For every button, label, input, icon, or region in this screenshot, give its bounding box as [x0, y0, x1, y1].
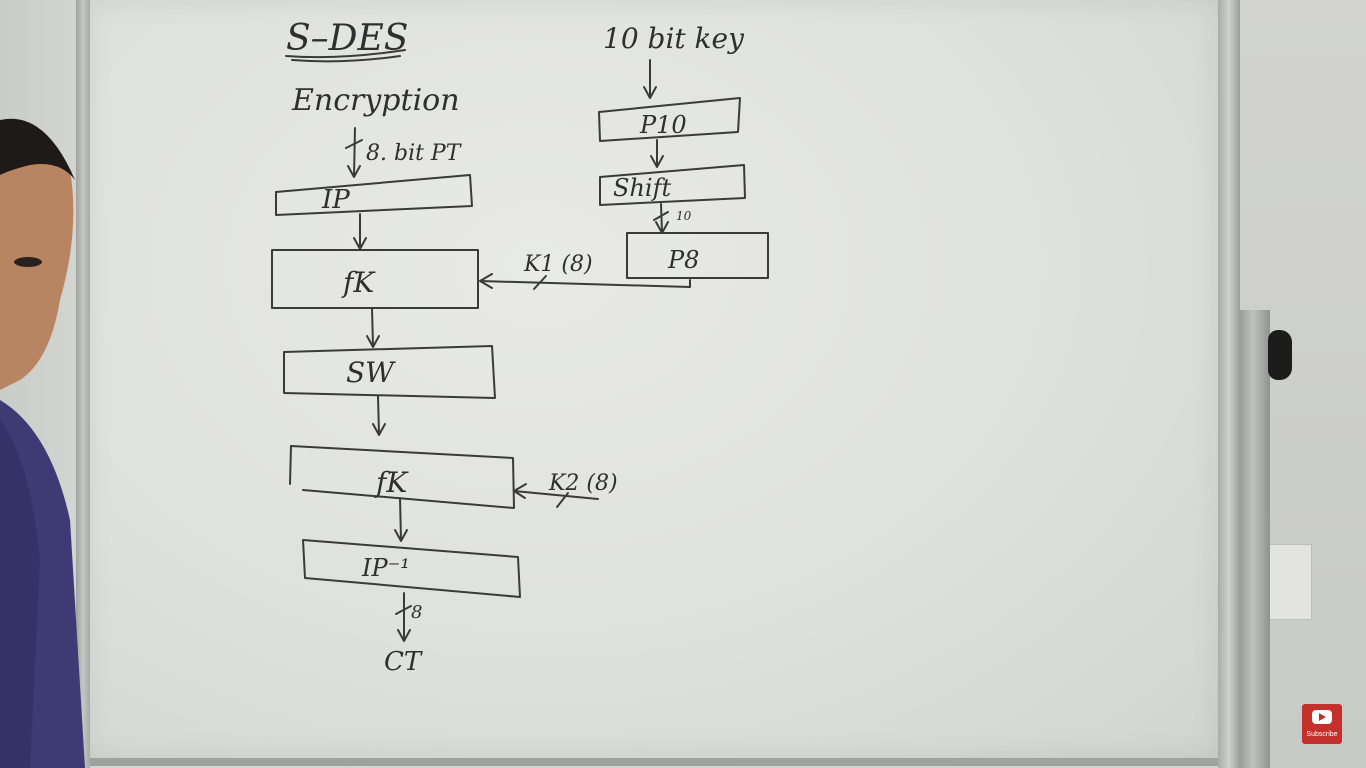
ct-bits-label: 8 [411, 602, 423, 623]
pt-label: 8. bit PT [366, 141, 461, 166]
arrow-ip-to-fk1 [354, 214, 366, 249]
fk2-box-left [290, 446, 291, 484]
k2-label: K2 (8) [549, 471, 618, 496]
fk2-label: fK [376, 466, 408, 499]
shift-label: Shift [613, 174, 672, 202]
fk1-label: fK [343, 266, 375, 299]
fk1-box [272, 250, 478, 308]
arrow-fk2-to-ipinv [395, 498, 407, 541]
k1-label: K1 (8) [524, 252, 593, 277]
p10-label: P10 [640, 111, 687, 139]
ip-inv-label: IP⁻¹ [362, 554, 410, 582]
ip-box [276, 175, 472, 215]
arrow-key-to-p10 [644, 60, 656, 98]
key-label: 10 bit key [603, 22, 744, 55]
ct-label: CT [384, 647, 422, 677]
p8-label: P8 [668, 246, 700, 274]
youtube-play-icon [1312, 710, 1332, 724]
arrow-p10-to-shift [651, 140, 663, 167]
diagram-subtitle: Encryption [292, 83, 460, 118]
arrow-ipinv-to-ct [398, 593, 410, 641]
ip-label: IP [322, 185, 350, 215]
subscribe-button[interactable] [1302, 704, 1342, 744]
shift-bits-label: 10 [676, 209, 692, 223]
arrow-fk1-to-sw [367, 308, 379, 347]
sw-label: SW [346, 356, 394, 389]
diagram-title: S–DES [286, 18, 409, 59]
subscribe-label: Subscribe [1306, 731, 1338, 738]
arrow-pt-to-ip [348, 128, 360, 177]
ip-inv-box [303, 540, 520, 597]
arrow-sw-to-fk2 [373, 396, 385, 435]
